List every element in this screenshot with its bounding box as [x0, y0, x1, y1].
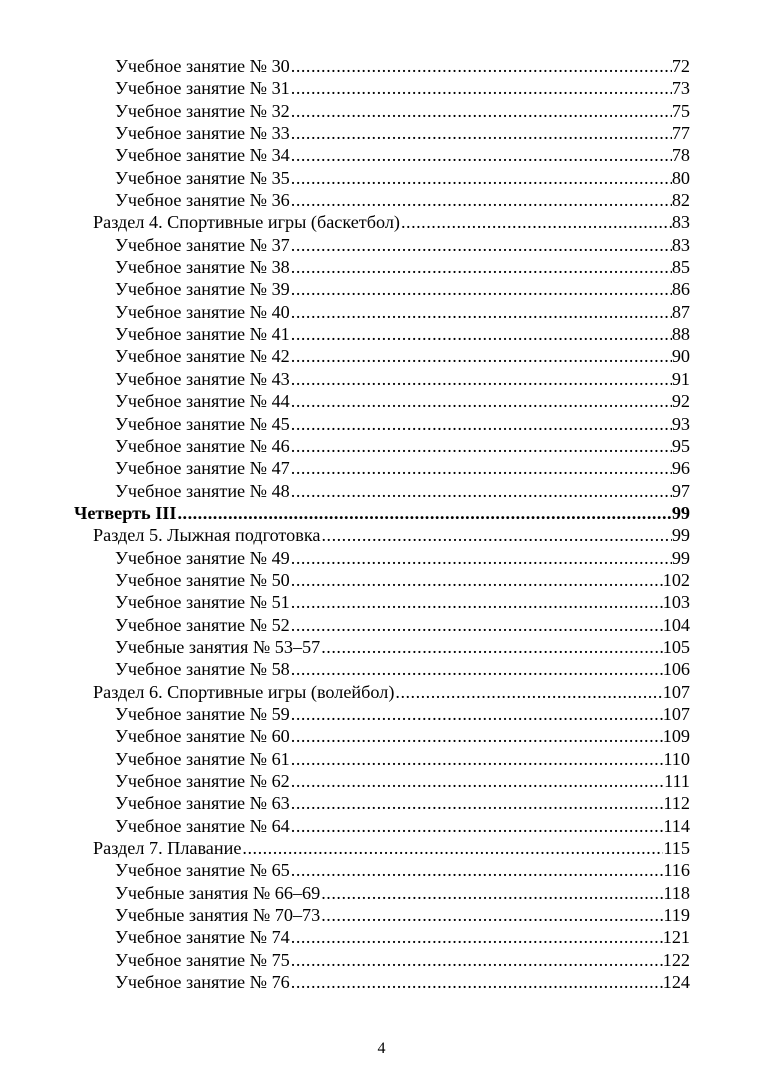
toc-entry-line: [115, 323, 690, 345]
dot-leader: [320, 524, 671, 546]
toc-entry-page: 107: [662, 681, 690, 702]
dot-leader: [290, 547, 672, 569]
toc-entry-line: [115, 55, 690, 77]
toc-entry-label: Учебное занятие № 58: [115, 659, 290, 680]
toc-section-entry: [0, 211, 763, 233]
toc-entry-page: 91: [671, 368, 690, 389]
toc-entry-line: [115, 189, 690, 211]
toc-entry-line: [115, 413, 690, 435]
toc-lesson-entry: [0, 323, 763, 345]
toc-entry-line: [115, 658, 690, 680]
toc-entry-label: Учебное занятие № 59: [115, 703, 290, 724]
dot-leader: [290, 167, 672, 189]
toc-entry-label: Учебное занятие № 46: [115, 435, 290, 456]
dot-leader: [290, 457, 672, 479]
toc-entry-page: 107: [662, 703, 690, 724]
toc-entry-line: [115, 569, 690, 591]
toc-entry-page: 114: [663, 815, 690, 836]
toc-entry-line: [115, 256, 690, 278]
dot-leader: [290, 55, 672, 77]
toc-entry-label: Учебное занятие № 44: [115, 391, 290, 412]
toc-entry-label: Учебное занятие № 51: [115, 592, 290, 613]
toc-section-entry: [0, 837, 763, 859]
toc-entry-line: [115, 368, 690, 390]
toc-lesson-entry: [0, 301, 763, 323]
toc-entry-line: [115, 748, 690, 770]
dot-leader: [394, 681, 662, 703]
toc-entry-label: Учебное занятие № 30: [115, 56, 290, 76]
toc-entry-line: [115, 725, 690, 747]
toc-lesson-entry: [0, 882, 763, 904]
toc-entry-page: 110: [663, 748, 690, 769]
dot-leader: [290, 390, 672, 412]
toc-lesson-entry: [0, 859, 763, 881]
dot-leader: [290, 971, 663, 993]
toc-entry-line: [115, 100, 690, 122]
dot-leader: [290, 234, 672, 256]
dot-leader: [290, 435, 672, 457]
toc-entry-label: Учебное занятие № 52: [115, 614, 290, 635]
toc-entry-line: [115, 636, 690, 658]
dot-leader: [290, 949, 663, 971]
toc-entry-line: [93, 837, 690, 859]
dot-leader: [290, 301, 672, 323]
dot-leader: [290, 569, 663, 591]
toc-entry-line: [115, 435, 690, 457]
toc-entry-label: Учебное занятие № 39: [115, 279, 290, 300]
toc-entry-line: [115, 278, 690, 300]
toc-lesson-entry: [0, 167, 763, 189]
toc-entry-label: Учебное занятие № 65: [115, 860, 290, 881]
toc-entry-label: Учебные занятия № 53–57: [115, 636, 321, 657]
toc-entry-line: [115, 301, 690, 323]
dot-leader: [290, 770, 664, 792]
toc-entry-page: 78: [671, 145, 690, 166]
toc-lesson-entry: [0, 189, 763, 211]
toc-entry-label: Учебное занятие № 38: [115, 257, 290, 278]
toc-entry-page: 80: [671, 167, 690, 188]
toc-lesson-entry: [0, 55, 763, 77]
dot-leader: [290, 278, 672, 300]
toc-entry-label: Раздел 5. Лыжная подготовка: [93, 525, 321, 546]
toc-lesson-entry: [0, 792, 763, 814]
toc-entry-line: [115, 926, 690, 948]
toc-entry-label: Учебное занятие № 40: [115, 301, 290, 322]
toc-entry-page: 88: [671, 324, 690, 345]
toc-entry-label: Учебное занятие № 36: [115, 190, 290, 211]
toc-lesson-entry: [0, 234, 763, 256]
toc-section-entry: [0, 681, 763, 703]
dot-leader: [290, 100, 672, 122]
dot-leader: [176, 502, 671, 524]
toc-entry-label: Учебное занятие № 74: [115, 927, 290, 948]
toc-entry-page: 99: [671, 525, 690, 546]
toc-lesson-entry: [0, 100, 763, 122]
toc-entry-line: [115, 949, 690, 971]
toc-entry-page: 99: [671, 547, 690, 568]
toc-lesson-entry: [0, 413, 763, 435]
toc-entry-label: Учебное занятие № 62: [115, 771, 290, 791]
toc-entry-label: Учебное занятие № 75: [115, 949, 290, 970]
toc-entry-page: 124: [662, 972, 690, 993]
toc-entry-label: Учебное занятие № 42: [115, 346, 290, 367]
toc-entry-label: Учебное занятие № 63: [115, 793, 290, 814]
toc-entry-page: 73: [671, 78, 690, 99]
toc-entry-page: 75: [671, 100, 690, 121]
dot-leader: [241, 837, 663, 859]
toc-lesson-entry: [0, 480, 763, 502]
toc-entry-label: Учебное занятие № 60: [115, 726, 290, 747]
dot-leader: [400, 211, 672, 233]
toc-entry-line: [115, 770, 690, 792]
toc-entry-label: Учебное занятие № 48: [115, 480, 290, 501]
toc-entry-label: Учебное занятие № 31: [115, 78, 290, 99]
toc-entry-line: [115, 457, 690, 479]
toc-entry-line: [115, 859, 690, 881]
toc-entry-page: 122: [662, 949, 690, 970]
toc-entry-page: 99: [671, 502, 690, 523]
toc-entry-line: [115, 480, 690, 502]
toc-lesson-entry: [0, 368, 763, 390]
toc-entry-label: Учебное занятие № 34: [115, 145, 290, 166]
dot-leader: [290, 748, 664, 770]
toc-entry-line: [115, 122, 690, 144]
dot-leader: [320, 882, 663, 904]
toc-entry-page: 102: [662, 569, 690, 590]
dot-leader: [290, 614, 663, 636]
dot-leader: [290, 859, 664, 881]
dot-leader: [290, 926, 663, 948]
toc-entry-page: 119: [663, 905, 690, 926]
toc-entry-page: 118: [663, 882, 690, 903]
toc-lesson-entry: [0, 971, 763, 993]
toc-lesson-entry: [0, 949, 763, 971]
toc-lesson-entry: [0, 636, 763, 658]
toc-entry-page: 95: [671, 435, 690, 456]
toc-entry-page: 115: [663, 838, 690, 859]
toc-entry-label: Учебное занятие № 49: [115, 547, 290, 568]
dot-leader: [290, 658, 663, 680]
toc-entry-line: [115, 390, 690, 412]
toc-entry-line: [115, 591, 690, 613]
toc-entry-line: [115, 882, 690, 904]
dot-leader: [320, 636, 662, 658]
toc-entry-label: Учебное занятие № 64: [115, 815, 290, 836]
toc-entry-label: Раздел 4. Спортивные игры (баскетбол): [93, 212, 400, 233]
toc-entry-page: 116: [663, 860, 690, 881]
toc-entry-line: [115, 971, 690, 993]
toc-lesson-entry: [0, 815, 763, 837]
toc-entry-page: 92: [671, 391, 690, 412]
dot-leader: [290, 189, 672, 211]
toc-lesson-entry: [0, 256, 763, 278]
toc-lesson-entry: [0, 390, 763, 412]
toc-lesson-entry: [0, 703, 763, 725]
toc-entry-label: Учебное занятие № 76: [115, 972, 290, 993]
dot-leader: [290, 345, 672, 367]
toc-lesson-entry: [0, 926, 763, 948]
toc-entry-label: Учебное занятие № 33: [115, 123, 290, 144]
toc-entry-label: Учебное занятие № 50: [115, 569, 290, 590]
toc-lesson-entry: [0, 658, 763, 680]
toc-lesson-entry: [0, 457, 763, 479]
toc-section-entry: [0, 524, 763, 546]
toc-quarter-heading: [0, 502, 763, 524]
toc-entry-line: [115, 234, 690, 256]
toc-entry-line: [93, 211, 690, 233]
toc-entry-page: 83: [671, 234, 690, 255]
toc-entry-line: [74, 502, 690, 524]
dot-leader: [320, 904, 663, 926]
page-number: 4: [377, 1040, 386, 1057]
toc-entry-page: 96: [671, 458, 690, 479]
toc-lesson-entry: [0, 569, 763, 591]
toc-lesson-entry: [0, 748, 763, 770]
toc-entry-line: [115, 703, 690, 725]
toc-entry-label: Учебное занятие № 41: [115, 324, 290, 345]
toc-lesson-entry: [0, 547, 763, 569]
toc-entry-page: 103: [662, 592, 690, 613]
toc-lesson-entry: [0, 144, 763, 166]
toc-entry-label: Раздел 6. Спортивные игры (волейбол): [93, 681, 395, 702]
dot-leader: [290, 725, 663, 747]
table-of-contents: [0, 55, 763, 993]
dot-leader: [290, 413, 672, 435]
dot-leader: [290, 122, 672, 144]
toc-entry-label: Учебное занятие № 32: [115, 100, 290, 121]
toc-entry-label: Учебные занятия № 70–73: [115, 905, 321, 926]
toc-entry-label: Учебное занятие № 43: [115, 368, 290, 389]
dot-leader: [290, 480, 672, 502]
toc-entry-label: Учебное занятие № 45: [115, 413, 290, 434]
toc-entry-label: Учебное занятие № 35: [115, 167, 290, 188]
toc-entry-page: 105: [662, 636, 690, 657]
toc-entry-label: Учебное занятие № 47: [115, 458, 290, 479]
toc-entry-line: [115, 614, 690, 636]
toc-entry-line: [115, 792, 690, 814]
toc-entry-page: 93: [671, 413, 690, 434]
dot-leader: [290, 792, 664, 814]
toc-entry-page: 82: [671, 190, 690, 211]
toc-entry-line: [115, 904, 690, 926]
toc-entry-page: 83: [671, 212, 690, 233]
toc-entry-page: 111: [664, 771, 690, 791]
toc-entry-page: 112: [663, 793, 690, 814]
toc-lesson-entry: [0, 77, 763, 99]
toc-entry-label: Учебное занятие № 61: [115, 748, 290, 769]
toc-entry-label: Учебное занятие № 37: [115, 234, 290, 255]
toc-entry-page: 87: [671, 301, 690, 322]
dot-leader: [290, 77, 672, 99]
toc-entry-page: 86: [671, 279, 690, 300]
toc-entry-page: 109: [662, 726, 690, 747]
toc-lesson-entry: [0, 345, 763, 367]
toc-lesson-entry: [0, 591, 763, 613]
toc-entry-page: 97: [671, 480, 690, 501]
toc-entry-line: [115, 345, 690, 367]
toc-lesson-entry: [0, 770, 763, 792]
toc-entry-line: [115, 144, 690, 166]
dot-leader: [290, 144, 672, 166]
toc-entry-label: Четверть III: [74, 502, 177, 523]
toc-entry-page: 90: [671, 346, 690, 367]
toc-entry-page: 106: [662, 659, 690, 680]
toc-lesson-entry: [0, 904, 763, 926]
toc-entry-line: [115, 547, 690, 569]
toc-entry-line: [115, 167, 690, 189]
toc-lesson-entry: [0, 435, 763, 457]
dot-leader: [290, 815, 664, 837]
toc-lesson-entry: [0, 278, 763, 300]
toc-entry-page: 85: [671, 257, 690, 278]
toc-entry-page: 104: [662, 614, 690, 635]
dot-leader: [290, 591, 663, 613]
toc-entry-line: [93, 524, 690, 546]
dot-leader: [290, 703, 663, 725]
toc-entry-label: Раздел 7. Плавание: [93, 838, 242, 859]
dot-leader: [290, 323, 672, 345]
toc-entry-label: Учебные занятия № 66–69: [115, 882, 321, 903]
toc-lesson-entry: [0, 725, 763, 747]
toc-entry-line: [115, 815, 690, 837]
toc-entry-page: 77: [671, 123, 690, 144]
dot-leader: [290, 368, 672, 390]
toc-entry-line: [93, 681, 690, 703]
toc-lesson-entry: [0, 614, 763, 636]
dot-leader: [290, 256, 672, 278]
toc-entry-page: 121: [662, 927, 690, 948]
toc-entry-page: 72: [671, 56, 690, 76]
toc-entry-line: [115, 77, 690, 99]
toc-lesson-entry: [0, 122, 763, 144]
